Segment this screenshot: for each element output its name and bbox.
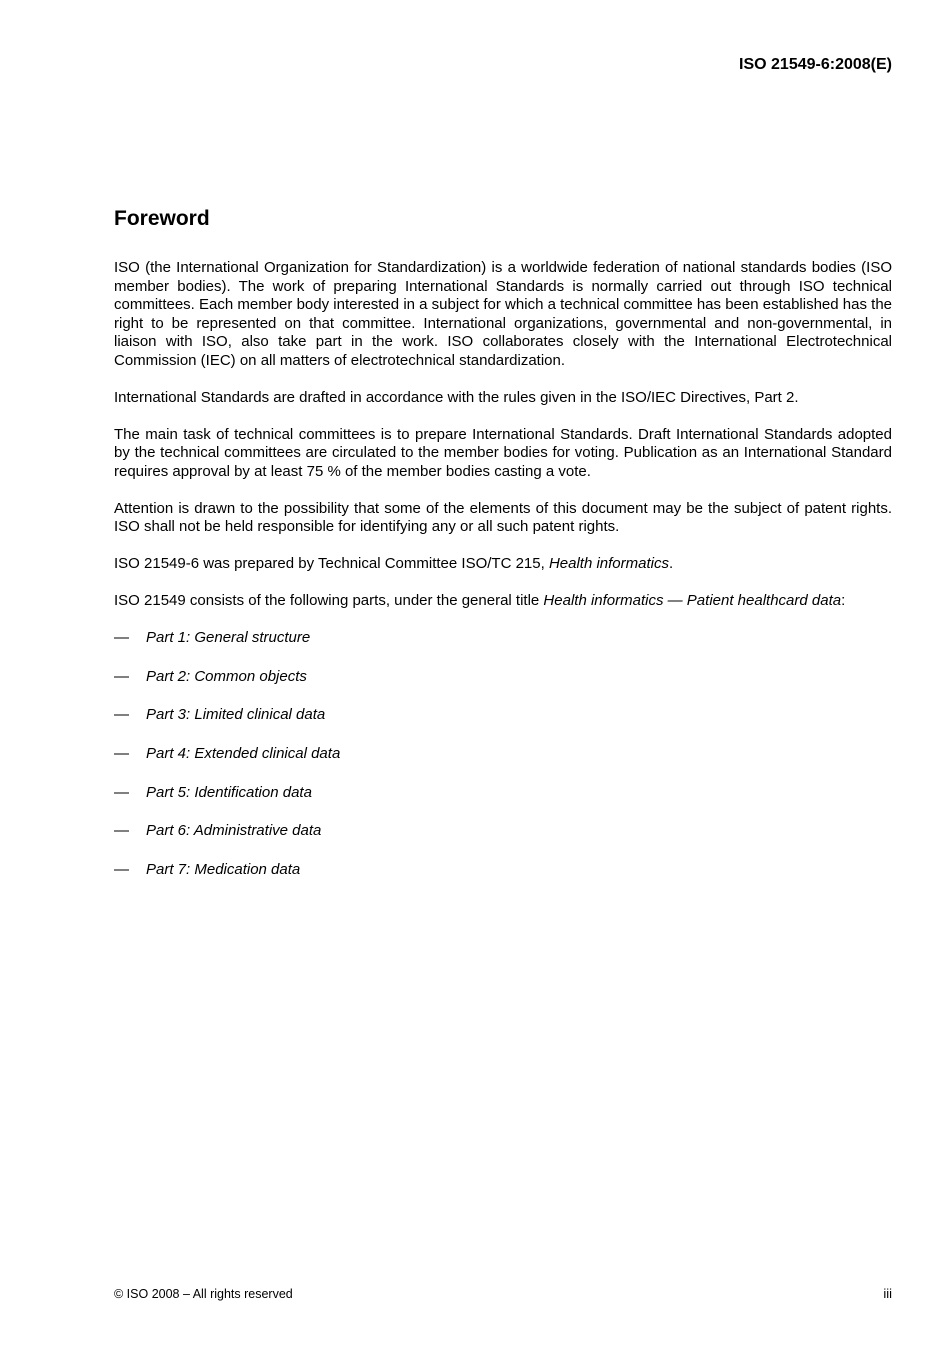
page-number: iii <box>883 1286 892 1301</box>
prepared-by-text: ISO 21549-6 was prepared by Technical Committee ISO/TC 215, <box>114 555 549 572</box>
consists-of-text: ISO 21549 consists of the following parts, under the general title <box>114 592 544 609</box>
paragraph-consists-of <box>114 592 892 611</box>
part-label: Part 2: Common objects <box>146 667 307 685</box>
prepared-by-suffix: . <box>668 555 674 572</box>
part-label: Part 5: Identification data <box>146 783 312 801</box>
list-item <box>114 706 892 745</box>
list-dash: — <box>114 629 129 646</box>
general-title: Health informatics — Patient healthcard data <box>543 592 842 609</box>
list-item <box>114 745 892 784</box>
list-dash: — <box>114 667 129 685</box>
consists-of-suffix: : <box>841 592 846 609</box>
part-label: Part 1: General structure <box>146 629 311 646</box>
part-label: Part 7: Medication data <box>146 861 301 879</box>
list-dash: — <box>114 822 129 840</box>
list-item <box>114 861 892 900</box>
part-label: Part 3: Limited clinical data <box>146 706 326 724</box>
copyright-notice: © ISO 2008 – All rights reserved <box>114 1287 293 1301</box>
part-label: Part 6: Administrative data <box>146 822 322 840</box>
page-title: Foreword <box>114 207 210 230</box>
parts-list <box>114 629 892 900</box>
foreword-body <box>114 259 892 900</box>
list-item <box>114 822 892 861</box>
paragraph-prepared-by <box>114 555 892 574</box>
paragraph-committees-task: The main task of technical committees is to prepare International Standards. Draft International Standards adopted by the technical committees are circulated to the member bodies for voting. Publication as an International Standard requires approval by at least 75 % of the member bodies casting a vote. <box>114 425 892 480</box>
list-dash: — <box>114 783 129 801</box>
list-item <box>114 784 892 823</box>
list-item <box>114 629 892 668</box>
committee-name: Health informatics <box>548 555 669 572</box>
part-label: Part 4: Extended clinical data <box>146 745 341 763</box>
paragraph-iso-federation: ISO (the International Organization for Standardization) is a worldwide federation of national standards bodies (ISO member bodies). The work of preparing International Standards is normally carried out through ISO technical committees. Each member body interested in a subject for which a technical committee has been established has the right to be represented on that committee. International organizations, governmental and non-governmental, in liaison with ISO, also take part in the work. ISO collaborates closely with the International Electrotechnical Commission (IEC) on all matters of electrotechnical standardization. <box>114 259 892 369</box>
paragraph-directives: International Standards are drafted in accordance with the rules given in the ISO/IEC Directives, Part 2. <box>114 388 799 406</box>
list-dash: — <box>114 706 129 724</box>
document-id: ISO 21549-6:2008(E) <box>739 56 892 73</box>
list-dash: — <box>114 861 129 879</box>
paragraph-patent-rights: Attention is drawn to the possibility that some of the elements of this document may be the subject of patent rights. ISO shall not be held responsible for identifying any or all such patent rights. <box>114 499 892 535</box>
list-item <box>114 668 892 707</box>
list-dash: — <box>114 745 129 763</box>
